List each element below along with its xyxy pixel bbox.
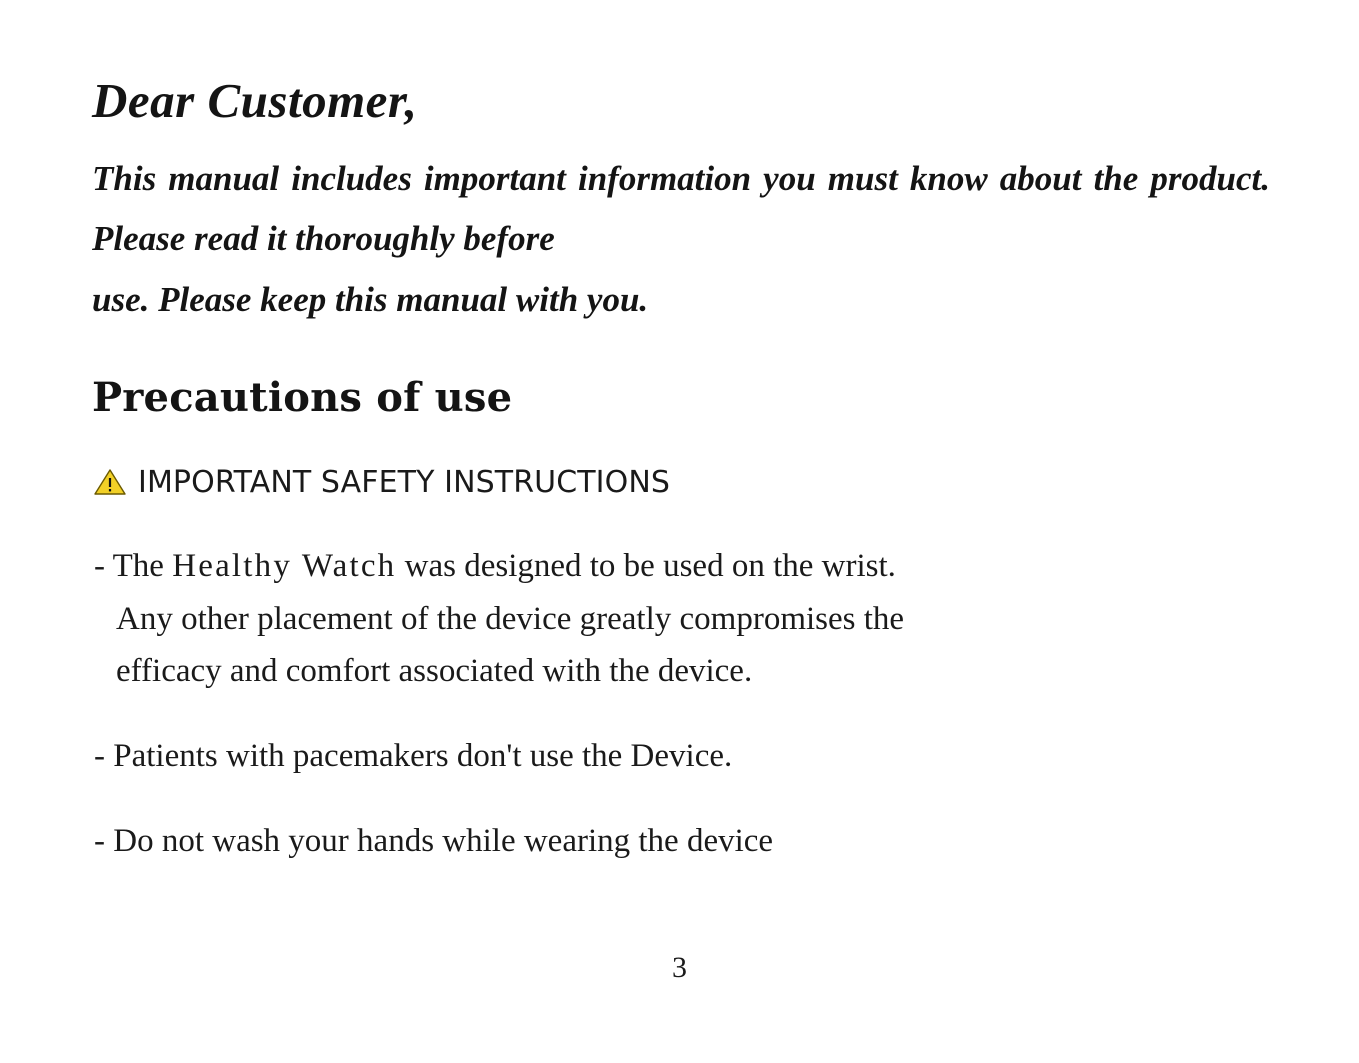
bullet-1-line-1 [94, 540, 1267, 593]
precautions-list [92, 540, 1267, 868]
bullet-1-line-3: efficacy and comfort associated with the device. [116, 653, 753, 690]
list-item [92, 815, 1267, 868]
page-title: Dear Customer, [92, 73, 418, 128]
bullet-2-line-1: - Patients with pacemakers don't use the Device. [94, 738, 733, 775]
intro-line-2: know about the product. Please read it thoroughly before [92, 159, 1270, 259]
list-item [92, 540, 1267, 698]
intro-line-3: use. Please keep this manual with you. [92, 279, 649, 319]
section-heading-precautions: Precautions of use [92, 373, 513, 421]
warning-triangle-icon [94, 468, 126, 496]
bullet-1-brand: Healthy Watch [172, 547, 397, 584]
intro-paragraph [92, 149, 1270, 330]
page-number: 3 [672, 951, 687, 984]
bullet-1-prefix: - The [94, 547, 173, 584]
safety-heading-row [94, 465, 1267, 500]
bullet-1-line-2: Any other placement of the device greatly compromises the [116, 600, 905, 637]
safety-heading-text: IMPORTANT SAFETY INSTRUCTIONS [138, 464, 671, 500]
bullet-3-line-1: - Do not wash your hands while wearing the device [94, 823, 774, 859]
bullet-1-suffix: was designed to be used on the wrist. [396, 547, 896, 584]
list-item [92, 730, 1267, 783]
intro-line-1: This manual includes important information you must [92, 159, 898, 199]
